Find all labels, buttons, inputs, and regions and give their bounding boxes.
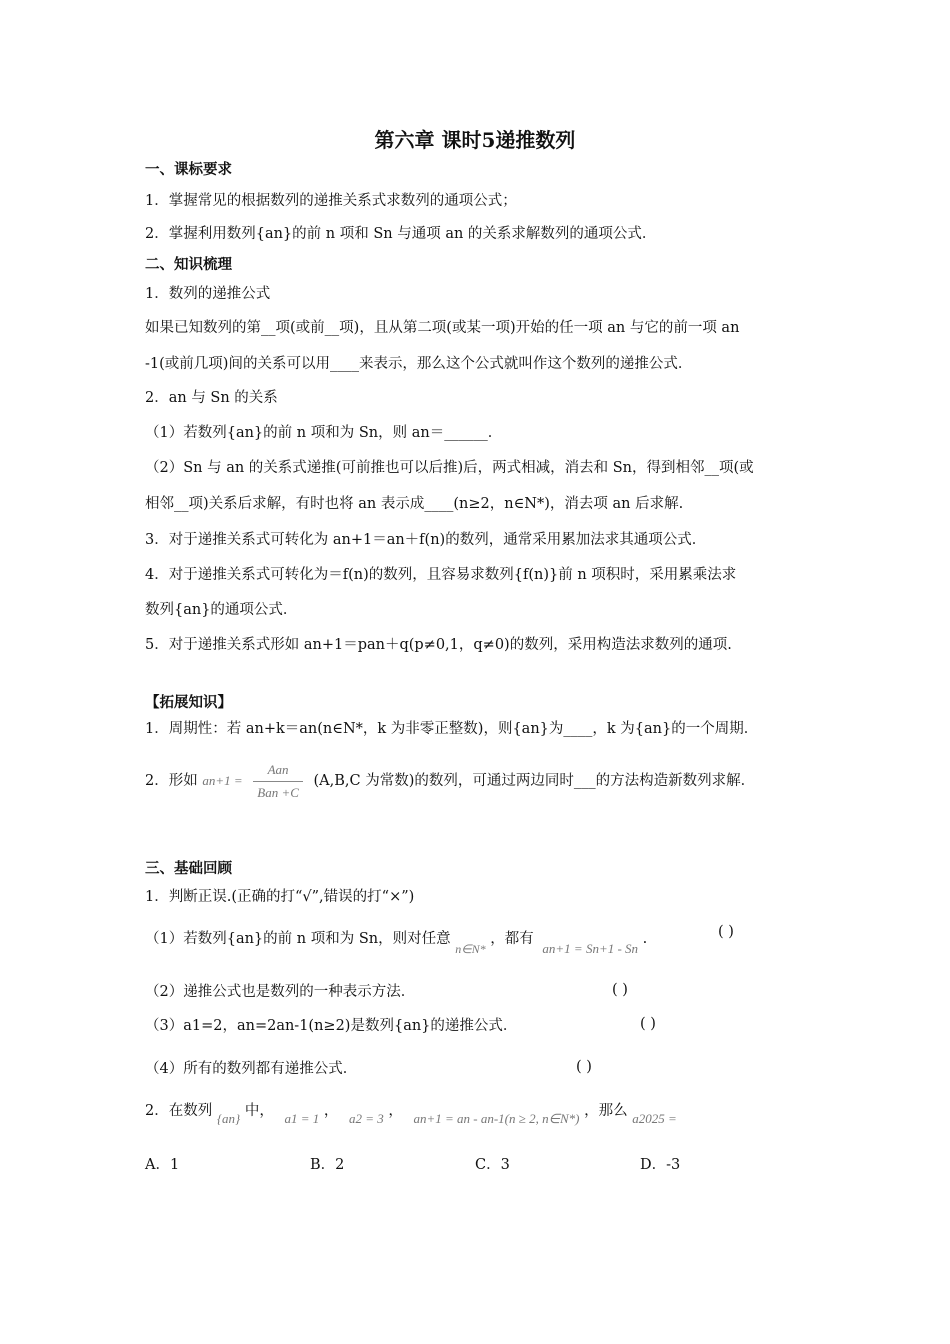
text-line: -1(或前几项)间的关系可以用____来表示，那么这个公式就叫作这个数列的递推公式． bbox=[145, 356, 693, 372]
fraction bbox=[253, 759, 303, 804]
text-fragment: （1）若数列{an}的前 n 项和为 Sn，则对任意 bbox=[145, 931, 451, 947]
answer-paren[interactable]: ( ) bbox=[576, 1059, 592, 1075]
text-line: （1）若数列{an}的前 n 项和为 Sn，则 an＝______． bbox=[145, 425, 503, 441]
text-line: 3．对于递推关系式可转化为 an+1＝an＋f(n)的数列，通常采用累加法求其通项公式． bbox=[145, 532, 707, 548]
text-line: 1．周期性：若 an+k＝an(n∈N*，k 为非零正整数)，则{an}为____，k 为{an}的一个周期． bbox=[145, 721, 759, 737]
text-line: 2．掌握利用数列{an}的前 n 项和 Sn 与通项 an 的关系求解数列的通项公式． bbox=[145, 226, 657, 242]
text-fragment: 2．在数列 bbox=[145, 1103, 213, 1119]
formula-inline: a2 = 3 bbox=[348, 1111, 384, 1126]
text-line: （4）所有的数列都有递推公式． bbox=[145, 1061, 358, 1077]
text-fragment: . bbox=[642, 931, 648, 947]
option-b[interactable]: B．2 bbox=[310, 1157, 345, 1173]
section-heading: 三、基础回顾 bbox=[145, 860, 232, 877]
formula-inline: n∈N* bbox=[455, 942, 486, 956]
text-line: （3）a1=2，an=2an-1(n≥2)是数列{an}的递推公式． bbox=[145, 1018, 518, 1034]
text-fragment: ， bbox=[323, 1103, 339, 1119]
question-line bbox=[145, 922, 647, 966]
text-line: 1．判断正误.(正确的打“√”,错误的打“×”) bbox=[145, 889, 415, 905]
section-heading: 二、知识梳理 bbox=[145, 256, 232, 273]
section-heading: 【拓展知识】 bbox=[145, 694, 232, 711]
text-line: 1．数列的递推公式 bbox=[145, 286, 271, 302]
section-heading: 一、课标要求 bbox=[145, 161, 232, 178]
page-title: 第六章 课时5递推数列 bbox=[374, 128, 576, 152]
text-fragment: (A,B,C 为常数)的数列，可通过两边同时___的方法构造新数列求解． bbox=[313, 773, 756, 789]
text-line: 1．掌握常见的根据数列的递推关系式求数列的通项公式； bbox=[145, 193, 517, 209]
text-line: 5．对于递推关系式形如 an+1＝pan＋q(p≠0,1，q≠0)的数列，采用构造法求数列的通项. bbox=[145, 637, 732, 653]
formula-inline: a1 = 1 bbox=[284, 1111, 320, 1126]
text-line: 如果已知数列的第__项(或前__项)，且从第二项(或某一项)开始的任一项 an 与它的前一项 an bbox=[145, 320, 740, 336]
text-fragment: ，都有 bbox=[490, 931, 534, 947]
formula-line bbox=[145, 758, 755, 804]
option-d[interactable]: D．-3 bbox=[640, 1157, 681, 1173]
text-line: （2）Sn 与 an 的关系式递推(可前推也可以后推)后，两式相减，消去和 Sn，得到相邻__项(或 bbox=[145, 460, 754, 476]
text-line: 数列{an}的通项公式． bbox=[145, 602, 298, 618]
formula-inline: {an} bbox=[216, 1111, 241, 1126]
text-fragment: 2．形如 bbox=[145, 773, 198, 789]
text-fragment: ， bbox=[388, 1103, 403, 1119]
formula-lhs: an+1 = bbox=[202, 773, 243, 788]
answer-paren[interactable]: ( ) bbox=[612, 982, 628, 998]
text-line: 4．对于递推关系式可转化为＝f(n)的数列，且容易求数列{f(n)}前 n 项积时，采用累乘法求 bbox=[145, 567, 737, 583]
answer-paren[interactable]: ( ) bbox=[640, 1016, 656, 1032]
text-line: （2）递推公式也是数列的一种表示方法． bbox=[145, 984, 416, 1000]
formula-inline: a2025 = bbox=[632, 1111, 677, 1126]
question-line bbox=[145, 1096, 677, 1134]
fraction-numerator: Aan bbox=[253, 759, 303, 782]
fraction-denominator: Ban +C bbox=[257, 784, 299, 800]
text-fragment: ，那么 bbox=[584, 1103, 628, 1119]
text-line: 2．an 与 Sn 的关系 bbox=[145, 390, 278, 406]
answer-paren[interactable]: ( ) bbox=[718, 924, 734, 940]
text-line: 相邻__项)关系后求解，有时也将 an 表示成____(n≥2，n∈N*)，消去项 an 后求解. bbox=[145, 496, 684, 512]
option-c[interactable]: C．3 bbox=[475, 1157, 510, 1173]
formula-inline: an+1 = an - an-1(n ≥ 2, n∈N*) bbox=[413, 1111, 580, 1126]
text-fragment: 中， bbox=[244, 1103, 274, 1119]
formula-inline: an+1 = Sn+1 - Sn bbox=[542, 941, 639, 956]
option-a[interactable]: A．1 bbox=[145, 1157, 180, 1173]
